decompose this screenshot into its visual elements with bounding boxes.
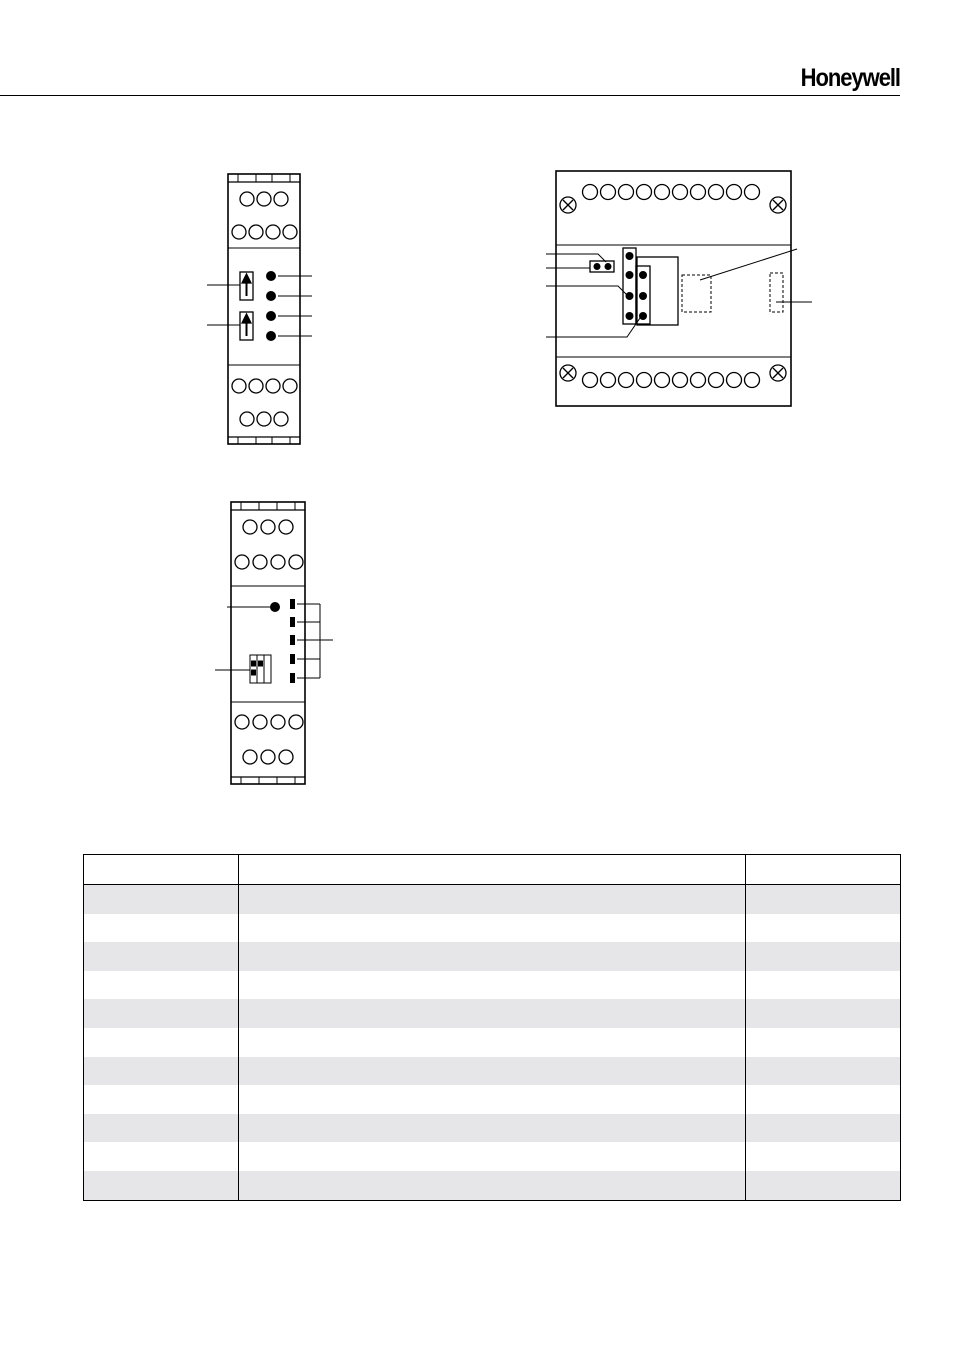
hidden-component [682,275,711,312]
table-cell [239,1085,746,1114]
table-cell [239,885,746,914]
table-row [84,942,901,971]
front-view-module-2 [215,502,333,784]
honeywell-logo: Honeywell [800,64,900,92]
table-cell [746,1028,901,1057]
board-terminals-top [583,185,760,200]
callout-leaders [546,249,812,337]
status-leds [266,271,276,341]
table-row [84,1057,901,1086]
table-cell [84,1171,239,1200]
table-cell [239,914,746,943]
table-row [84,885,901,914]
terminal-row-top [232,192,297,239]
table-cell [84,1057,239,1086]
table-cell [239,999,746,1028]
table-cell [84,1114,239,1143]
terminal-row-top [235,520,303,569]
table-header-cell [239,855,746,885]
table-cell [239,1028,746,1057]
table-header-cell [746,855,901,885]
table-cell [84,885,239,914]
jumper-block-horizontal [590,261,614,272]
table-cell [746,1085,901,1114]
table-row [84,1028,901,1057]
table-cell [746,1057,901,1086]
table-cell [84,1028,239,1057]
rotary-switch-1 [240,272,253,300]
table-cell [84,1085,239,1114]
rotary-switch-2 [240,312,253,340]
table-header-cell [84,855,239,885]
terminal-row-bottom [235,715,303,764]
table-row [84,1085,901,1114]
table-cell [746,999,901,1028]
callout-leaders [215,604,333,678]
specification-table [83,854,901,1201]
table-cell [84,914,239,943]
table-cell [239,1142,746,1171]
table-cell [746,942,901,971]
led-bar [290,599,295,683]
table-row [84,999,901,1028]
table-row [84,914,901,943]
table-row [84,1171,901,1200]
table-cell [239,971,746,1000]
callout-leaders [207,276,312,336]
terminal-row-bottom [232,379,297,426]
board-view [546,171,812,406]
power-led [270,602,280,612]
table-cell [84,942,239,971]
table-cell [84,971,239,1000]
table-row [84,1142,901,1171]
mounting-screw-icon [560,197,786,381]
table-cell [84,999,239,1028]
table-cell [239,942,746,971]
table-cell [239,1057,746,1086]
table-cell [84,1142,239,1171]
dip-switch [250,655,271,683]
table-cell [239,1171,746,1200]
table-cell [746,914,901,943]
table-row [84,1114,901,1143]
table-cell [746,885,901,914]
table-cell [746,1114,901,1143]
hidden-connector [770,273,783,312]
table-header-row [84,855,901,885]
board-terminals-bottom [583,373,760,388]
table-cell [746,971,901,1000]
table-cell [746,1142,901,1171]
table-cell [746,1171,901,1200]
table-row [84,971,901,1000]
front-view-module-1 [207,174,312,444]
table-cell [239,1114,746,1143]
